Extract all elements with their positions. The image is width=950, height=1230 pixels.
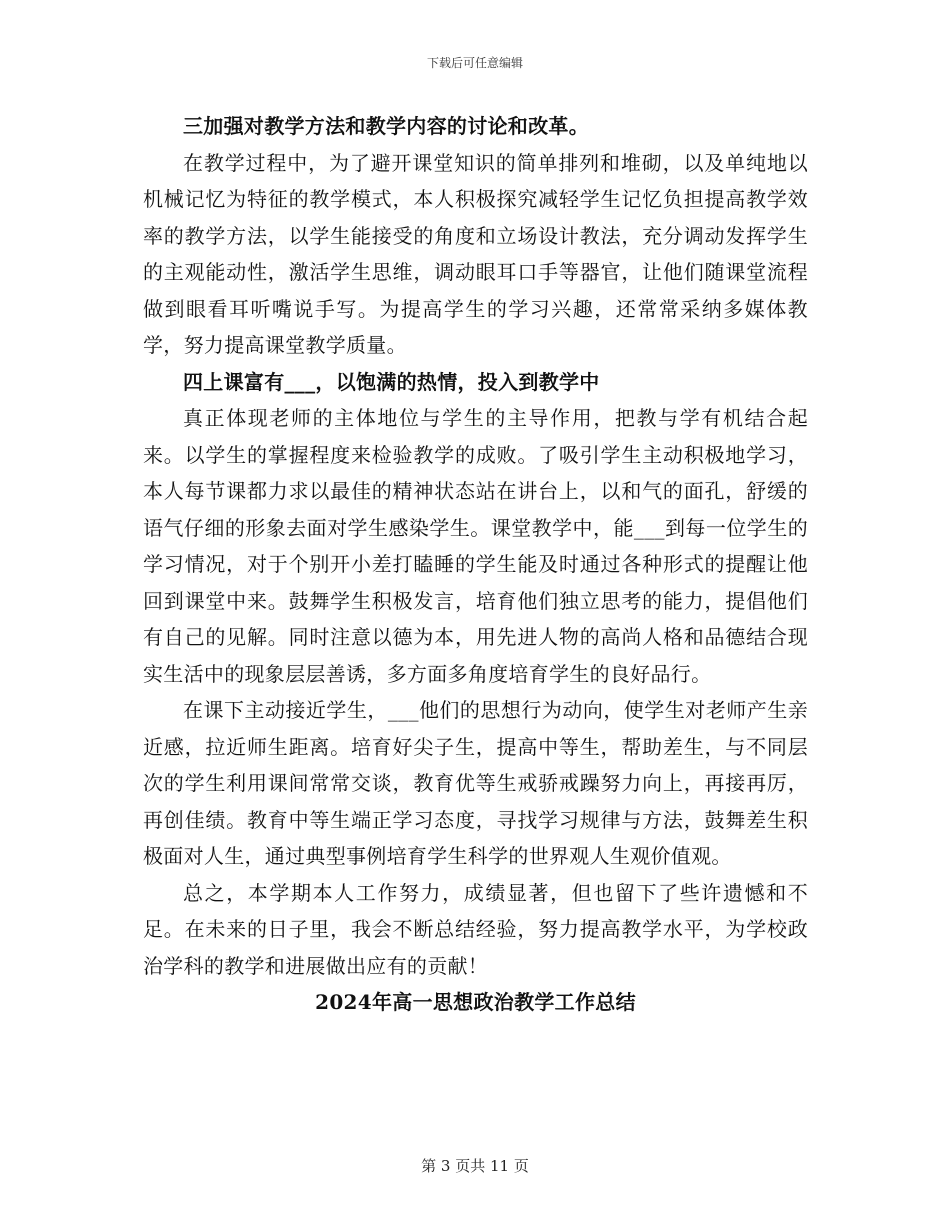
section-heading-4: 四上课富有___，以饱满的热情，投入到教学中 (183, 369, 600, 394)
paragraph-after-class: 在课下主动接近学生，___他们的思想行为动向，使学生对老师产生亲近感，拉近师生距离。培育好尖子生，提高中等生，帮助差生，与不同层次的学生利用课间常常交谈，教育优等生戒骄戒躁努力向上，再接再厉，再创佳绩。教育中等生端正学习态度，寻找学习规律与方法，鼓舞差生积极面对人生，通过典型事例培育学生科学的世界观人生观价值观。 (143, 698, 808, 868)
paragraph-summary: 总之，本学期本人工作努力，成绩显著，但也留下了些许遗憾和不足。在未来的日子里，我会不断总结经验，努力提高教学水平，为学校政治学科的教学和进展做出应有的贡献！ (143, 880, 808, 978)
page-header-note: 下载后可任意编辑 (426, 56, 523, 70)
section-heading-3: 三加强对教学方法和教学内容的讨论和改革。 (183, 114, 589, 138)
next-document-title: 2024年高一思想政治教学工作总结 (315, 990, 636, 1014)
page-number: 第 3 页共 11 页 (421, 1157, 529, 1175)
paragraph-teaching-methods: 在教学过程中，为了避开课堂知识的简单排列和堆砌，以及单纯地以机械记忆为特征的教学模式，本人积极探究减轻学生记忆负担提高教学效率的教学方法，以学生能接受的角度和立场设计教法，充分调动发挥学生的主观能动性，激活学生思维，调动眼耳口手等器官，让他们随课堂流程做到眼看耳听嘴说手写。为提高学生的学习兴趣，还常常采纳多媒体教学，努力提高课堂教学质量。 (143, 150, 808, 357)
paragraph-classroom: 真正体现老师的主体地位与学生的主导作用，把教与学有机结合起来。以学生的掌握程度来检验教学的成败。了吸引学生主动积极地学习，本人每节课都力求以最佳的精神状态站在讲台上，以和气的面孔，舒缓的语气仔细的形象去面对学生感染学生。课堂教学中，能___到每一位学生的学习情况，对于个别开小差打瞌睡的学生能及时通过各种形式的提醒让他回到课堂中来。鼓舞学生积极发言，培育他们独立思考的能力，提倡他们有自己的见解。同时注意以德为本，用先进人物的高尚人格和品德结合现实生活中的现象层层善诱，多方面多角度培育学生的良好品行。 (143, 406, 808, 686)
document-body (143, 108, 808, 1021)
